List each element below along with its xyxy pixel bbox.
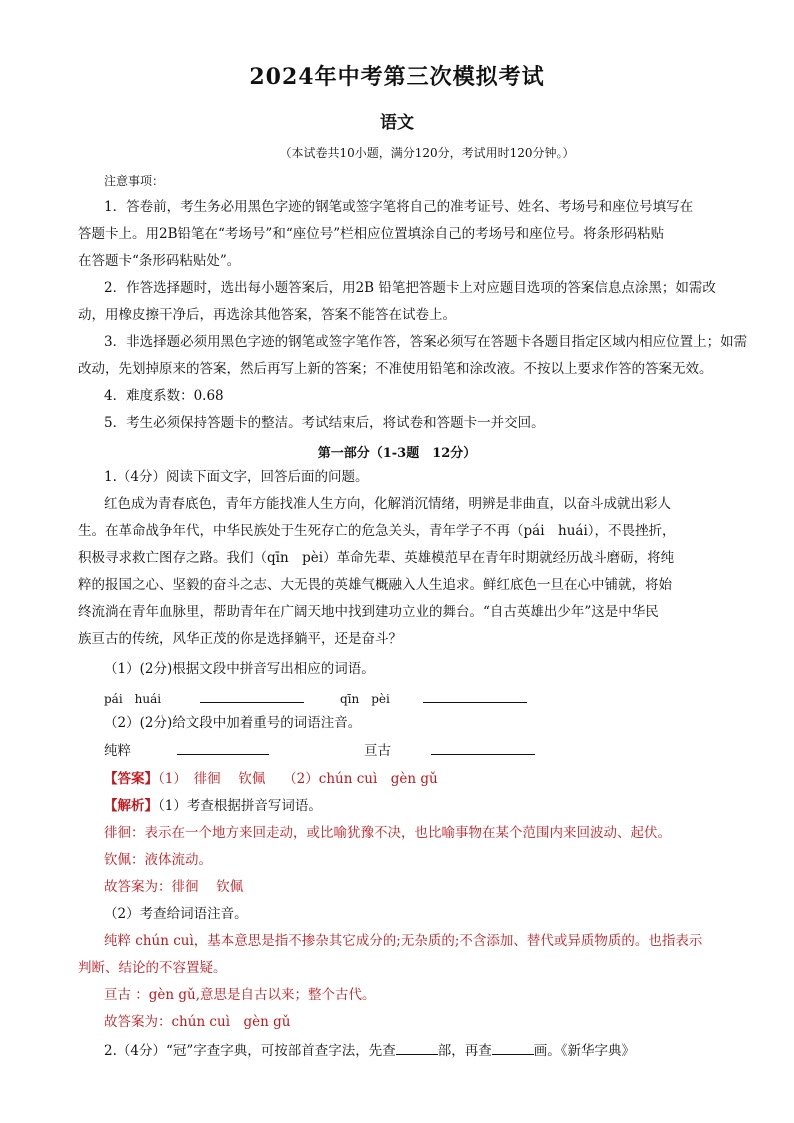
question-2-part: 部，再查 [437, 1043, 492, 1059]
notice-line: 2．作答选择题时，选出每小题答案后，用2B 铅笔把答题卡上对应题目选项的答案信息点涂黑；如需改 [104, 280, 716, 296]
passage-line: 终流淌在青年血脉里，帮助青年在广阔天地中找到建功立业的舞台。“自古英雄出少年”这是中华民 [78, 604, 659, 620]
notice-line: 1．答卷前，考生务必用黑色字迹的钢笔或签字笔将自己的准考证号、姓名、考场号和座位号填写在 [104, 199, 694, 215]
subject-heading: 语文 [380, 113, 414, 133]
sub-question: （2）(2分)给文段中加着重号的词语注音。 [104, 715, 362, 731]
notice-line: 改动，先划掉原来的答案，然后再写上新的答案；不准使用铅笔和涂改液。不按以上要求作答的答案无效。 [78, 361, 713, 377]
passage-line: 生。在革命战争年代，中华民族处于生死存亡的危急关头，青年学子不再（pái huái），不畏挫折， [78, 523, 676, 539]
answer-line [104, 770, 438, 788]
notice-line: 4．难度系数：0.68 [104, 388, 224, 404]
passage-line: 积极寻求救亡图存之路。我们（qīn pèi）革命先辈、英雄模范早在青年时期就经历战斗磨砺，将纯 [78, 550, 675, 566]
answer-blank[interactable] [200, 690, 304, 703]
notice-line: 答题卡上。用2B铅笔在“考场号”和“座位号”栏相应位置填涂自己的考场号和座位号。将条形码粘贴 [78, 226, 665, 242]
question-2 [104, 1042, 635, 1060]
notice-line: 在答题卡“条形码粘贴处”。 [78, 253, 241, 269]
pinyin-prompt: pái huái [104, 692, 162, 706]
notice-line: 3．非选择题必须用黑色字迹的钢笔或签字笔作答，答案必须写在答题卡各题目指定区域内相应位置上；如需 [104, 334, 748, 350]
section-heading: 第一部分（1-3题 12分） [317, 446, 477, 461]
pinyin-prompt: qīn pèi [340, 692, 390, 706]
word-prompt: 纯粹 [104, 743, 131, 759]
notice-heading: 注意事项： [104, 174, 165, 188]
question-2-part: 画。《新华字典》 [533, 1043, 636, 1059]
passage-line: 粹的报国之心、坚毅的奋斗之志、大无畏的英雄气概融入人生追求。鲜红底色一旦在心中铺就，将始 [78, 577, 672, 593]
notice-line: 5．考生必须保持答题卡的整洁。考试结束后，将试卷和答题卡一并交回。 [104, 415, 545, 431]
analysis-label: 【解析】 [104, 798, 158, 814]
analysis-answer: 故答案为：chún cuì gèn gǔ [104, 1014, 291, 1030]
answer-label: 【答案】 [104, 771, 158, 787]
analysis-definition: 纯粹 chún cuì，基本意思是指不掺杂其它成分的;无杂质的;不含添加、替代或异质物质的。也指表示 [104, 933, 703, 949]
answer-blank[interactable] [396, 1042, 438, 1055]
exam-note: （本试卷共10小题，满分120分，考试用时120分钟。） [279, 146, 575, 160]
analysis-definition: 徘徊：表示在一个地方来回走动，或比喻犹豫不决，也比喻事物在某个范围内来回波动、起伏。 [104, 825, 671, 841]
answer-blank[interactable] [177, 742, 269, 755]
answer-blank[interactable] [423, 690, 527, 703]
sub-question: （1）(2分)根据文段中拼音写出相应的词语。 [104, 661, 375, 677]
answer-blank[interactable] [492, 1042, 534, 1055]
analysis-definition: 钦佩：液体流动。 [104, 852, 212, 868]
answer-blank[interactable] [431, 742, 535, 755]
answer-text: （1） 徘徊 钦佩 （2）chún cuì gèn gǔ [158, 771, 438, 787]
page-title: 2024年中考第三次模拟考试 [249, 64, 545, 90]
passage-line: 红色成为青春底色，青年方能找准人生方向，化解消沉情绪，明辨是非曲直，以奋斗成就出彩人 [104, 496, 671, 512]
word-prompt: 亘古 [364, 743, 391, 759]
question-stem: 1.（4分）阅读下面文字，回答后面的问题。 [104, 469, 369, 485]
notice-line: 动，用橡皮擦干净后，再选涂其他答案，答案不能答在试卷上。 [78, 307, 456, 323]
analysis-definition: 亘古 ：gèn gǔ,意思是自古以来；整个古代。 [104, 987, 376, 1003]
passage-line: 族亘古的传统，风华正茂的你是选择躺平，还是奋斗？ [78, 631, 402, 647]
analysis-text: （1）考查根据拼音写词语。 [158, 798, 322, 814]
analysis-sub: （2）考查给词语注音。 [104, 906, 248, 922]
analysis-line [104, 797, 322, 815]
analysis-answer: 故答案为：徘徊 钦佩 [104, 879, 244, 895]
question-2-part: 2.（4分）“冠”字查字典，可按部首查字法，先查 [104, 1043, 396, 1059]
analysis-definition: 判断、结论的不容置疑。 [78, 960, 227, 976]
